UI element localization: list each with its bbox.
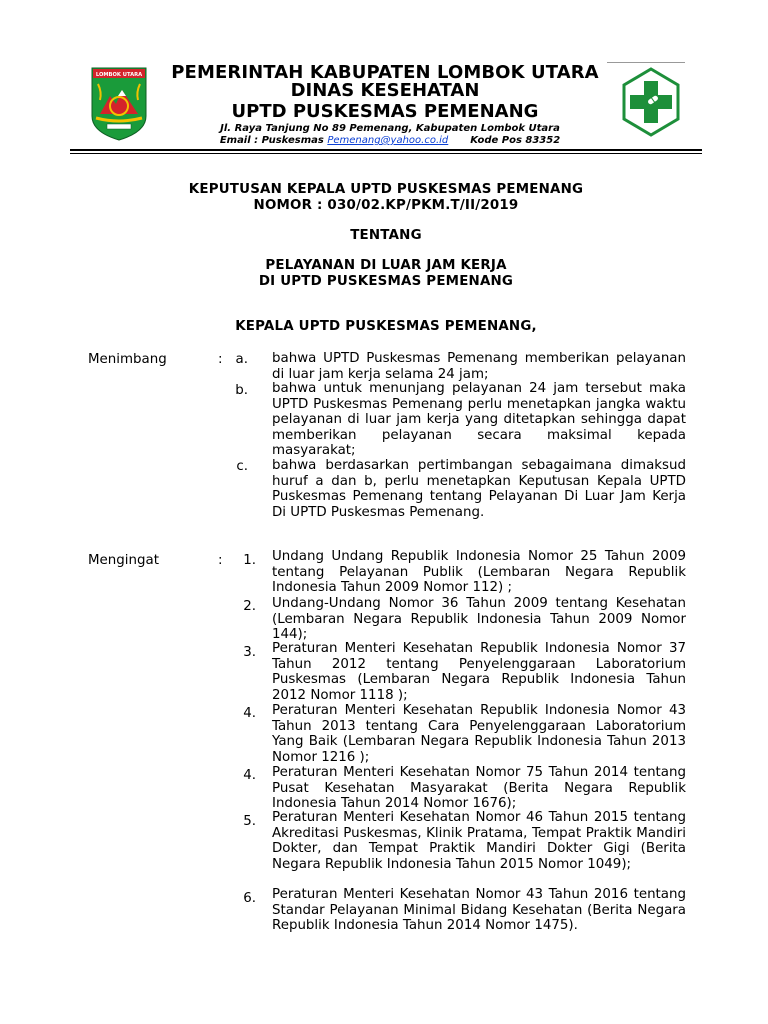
mengingat-marker: 5. xyxy=(243,814,256,829)
mengingat-item: Peraturan Menteri Kesehatan Nomor 46 Tahun 2015 tentang Akreditasi Puskesmas, Klinik Pratama, Tempat Praktik Mandiri Dokter, dan Tempat Praktik Mandiri Dokter Gigi (Berita Negara Republik Indonesia Tahun 2015 Nomor 1049); xyxy=(272,810,686,872)
emblem-label: LOMBOK UTARA xyxy=(95,72,143,78)
decree-number: NOMOR : 030/02.KP/PKM.T/II/2019 xyxy=(253,198,519,213)
mengingat-item: Peraturan Menteri Kesehatan Republik Indonesia Nomor 43 Tahun 2013 tentang Cara Penyelenggaraan Laboratorium Yang Baik (Lembaran Negara Republik Indonesia Tahun 2013 Nomor 1216 ); xyxy=(272,703,686,765)
menimbang-item: bahwa untuk menunjang pelayanan 24 jam tersebut maka UPTD Puskesmas Pemenang perlu menetapkan jangka waktu pelayanan di luar jam kerja yang ditetapkan sehingga dapat memberikan pelayanan secara maksimal kepada masyarakat; xyxy=(272,381,686,459)
decree-issuer: KEPALA UPTD PUSKESMAS PEMENANG, xyxy=(235,319,537,334)
menimbang-marker: c. xyxy=(236,459,248,474)
address-text: Jl. Raya Tanjung No 89 Pemenang, Kabupaten Lombok Utara xyxy=(220,123,560,134)
decree-subject-2: DI UPTD PUSKESMAS PEMENANG xyxy=(258,274,514,289)
mengingat-colon: : xyxy=(218,553,223,568)
letterhead-divider xyxy=(70,149,702,151)
lombok-utara-emblem-icon xyxy=(90,66,148,142)
decree-subject-1: PELAYANAN DI LUAR JAM KERJA xyxy=(265,258,507,273)
mengingat-item: Undang-Undang Nomor 36 Tahun 2009 tentang Kesehatan (Lembaran Negara Republik Indonesia Tahun 2009 Nomor 144); xyxy=(272,596,686,643)
letterhead-divider-thin xyxy=(70,153,702,154)
mengingat-marker: 2. xyxy=(243,599,256,614)
mengingat-marker: 4. xyxy=(243,768,256,783)
decree-about: TENTANG xyxy=(350,228,422,243)
mengingat-item: Peraturan Menteri Kesehatan Republik Indonesia Nomor 37 Tahun 2012 tentang Penyelenggaraan Laboratorium Puskesmas (Lembaran Negara Republik Indonesia Tahun 2012 Nomor 1118 ); xyxy=(272,641,686,703)
menimbang-marker: a. xyxy=(235,352,248,367)
mengingat-item: Peraturan Menteri Kesehatan Nomor 75 Tahun 2014 tentang Pusat Kesehatan Masyarakat (Berita Negara Republik Indonesia Tahun 2014 Nomor 1676); xyxy=(272,765,686,812)
menimbang-item: bahwa UPTD Puskesmas Pemenang memberikan pelayanan di luar jam kerja selama 24 jam; xyxy=(272,351,686,382)
menimbang-marker: b. xyxy=(235,383,248,398)
menimbang-item: bahwa berdasarkan pertimbangan sebagaimana dimaksud huruf a dan b, perlu menetapkan Keputusan Kepala UPTD Puskesmas Pemenang tentang Pelayanan Di Luar Jam Kerja Di UPTD Puskesmas Pemenang. xyxy=(272,458,686,520)
mengingat-marker: 4. xyxy=(243,706,256,721)
contact-row xyxy=(150,135,630,146)
mengingat-marker: 6. xyxy=(243,891,256,906)
mengingat-marker: 1. xyxy=(243,553,256,568)
mengingat-item: Undang Undang Republik Indonesia Nomor 25 Tahun 2009 tentang Pelayanan Publik (Lembaran Negara Republik Indonesia Tahun 2009 Nomor 112) ; xyxy=(272,549,686,596)
email-link[interactable]: Pemenang@yahoo.co.id xyxy=(327,135,449,146)
mengingat-label: Mengingat xyxy=(88,553,159,568)
menimbang-label: Menimbang xyxy=(88,352,167,367)
department-title: DINAS KESEHATAN xyxy=(290,80,480,101)
mengingat-item: Peraturan Menteri Kesehatan Nomor 43 Tahun 2016 tentang Standar Pelayanan Minimal Bidang Kesehatan (Berita Negara Republik Indonesia Tahun 2014 Nomor 1475). xyxy=(272,887,686,934)
unit-title: UPTD PUSKESMAS PEMENANG xyxy=(231,101,539,122)
decree-title: KEPUTUSAN KEPALA UPTD PUSKESMAS PEMENANG xyxy=(188,182,584,197)
email-label: Email : Puskesmas xyxy=(219,135,328,146)
postal-code: Kode Pos 83352 xyxy=(470,135,561,146)
menimbang-colon: : xyxy=(218,352,223,367)
mengingat-marker: 3. xyxy=(243,645,256,660)
gov-title: PEMERINTAH KABUPATEN LOMBOK UTARA xyxy=(171,62,599,83)
